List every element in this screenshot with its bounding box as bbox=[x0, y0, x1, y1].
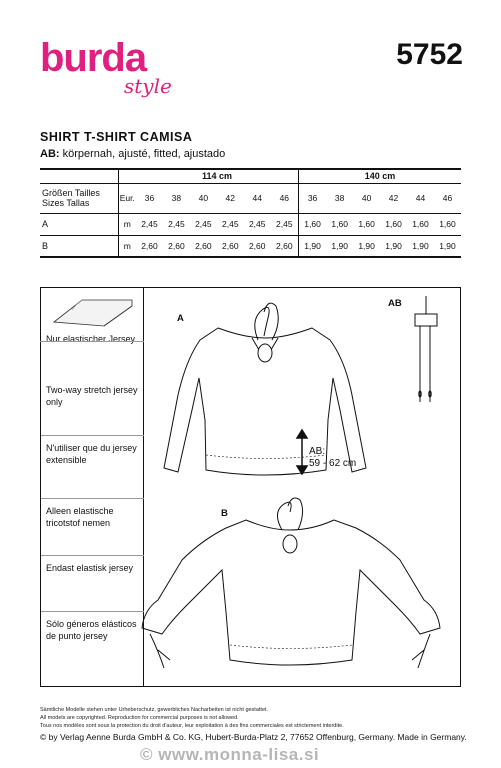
logo-style-text: style bbox=[124, 74, 172, 98]
value-cell: 1,90 bbox=[353, 235, 380, 257]
width-140-header: 140 cm bbox=[298, 169, 461, 183]
size-cell: 42 bbox=[217, 183, 244, 213]
fit-text: körpernah, ajusté, fitted, ajustado bbox=[59, 148, 226, 160]
view-b-drawing bbox=[142, 498, 440, 668]
size-cell: 44 bbox=[407, 183, 434, 213]
value-cell: 1,90 bbox=[407, 235, 434, 257]
row-label-a: A bbox=[40, 213, 118, 235]
fabric-text-sv: Endast elastisk jersey bbox=[41, 556, 144, 612]
twin-needle-icon bbox=[415, 296, 437, 402]
value-cell: 1,60 bbox=[407, 213, 434, 235]
value-cell: 2,45 bbox=[244, 213, 271, 235]
value-cell: 2,45 bbox=[163, 213, 190, 235]
fabric-text-de: Nur elastischer Jersey bbox=[46, 334, 136, 344]
value-cell: 2,60 bbox=[136, 235, 163, 257]
size-cell: 36 bbox=[298, 183, 326, 213]
value-cell: 1,90 bbox=[326, 235, 353, 257]
value-cell: 1,90 bbox=[380, 235, 407, 257]
copyright-line: © by Verlag Aenne Burda GmbH & Co. KG, Hubert-Burda-Platz 2, 77652 Offenburg, Germany. Made in Germany. bbox=[40, 732, 467, 742]
value-cell: 1,60 bbox=[434, 213, 461, 235]
value-cell: 2,60 bbox=[271, 235, 299, 257]
view-b-label: B bbox=[221, 508, 228, 519]
size-cell: 40 bbox=[353, 183, 380, 213]
size-cell: 38 bbox=[326, 183, 353, 213]
logo-burda-text: burda bbox=[40, 36, 147, 80]
garment-title: SHIRT T-SHIRT CAMISA bbox=[40, 130, 193, 144]
length-arrow-icon bbox=[297, 430, 307, 474]
unit-cell: m bbox=[118, 235, 136, 257]
legal-line-de: Sämtliche Modelle stehen unter Urheberschutz, gewerbliches Nacharbeiten ist nicht gestattet. bbox=[40, 707, 269, 713]
value-cell: 1,60 bbox=[326, 213, 353, 235]
watermark: © www.monna-lisa.si bbox=[140, 745, 320, 764]
fabric-text-es: Sólo géneros elásticos de punto jersey bbox=[46, 619, 137, 641]
value-cell: 2,60 bbox=[244, 235, 271, 257]
row-label-b: B bbox=[40, 235, 118, 257]
width-114-header: 114 cm bbox=[136, 169, 298, 183]
size-cell: 44 bbox=[244, 183, 271, 213]
fit-prefix: AB: bbox=[40, 148, 60, 160]
view-ab-label: AB bbox=[388, 298, 402, 309]
length-line1: AB: bbox=[309, 446, 326, 457]
view-a-label: A bbox=[177, 313, 184, 324]
size-cell: 46 bbox=[271, 183, 299, 213]
size-cell: 38 bbox=[163, 183, 190, 213]
legal-line-fr: Tous nos modèles sont sous la protection du droit d'auteur, leur exploitation à des fins commerciales est strictement interdite. bbox=[40, 723, 344, 729]
pattern-number: 5752 bbox=[396, 38, 463, 71]
value-cell: 2,45 bbox=[190, 213, 217, 235]
fabric-text-fr: N'utiliser que du jersey extensible bbox=[41, 436, 144, 499]
value-cell: 2,60 bbox=[217, 235, 244, 257]
value-cell: 2,60 bbox=[190, 235, 217, 257]
fabric-text-en: Two-way stretch jersey only bbox=[41, 378, 144, 436]
value-cell: 2,45 bbox=[217, 213, 244, 235]
value-cell: 1,60 bbox=[353, 213, 380, 235]
value-cell: 1,60 bbox=[298, 213, 326, 235]
value-cell: 1,90 bbox=[434, 235, 461, 257]
fabric-text-nl: Alleen elastische tricotstof nemen bbox=[41, 499, 144, 556]
value-cell: 2,60 bbox=[163, 235, 190, 257]
eur-label: Eur. bbox=[118, 183, 136, 213]
size-cell: 42 bbox=[380, 183, 407, 213]
length-line2: 59 - 62 cm bbox=[309, 458, 357, 469]
legal-notice bbox=[40, 706, 344, 730]
legal-line-en: All models are copyrighted. Reproduction for commercial purposes is not allowed. bbox=[40, 715, 239, 721]
finished-length-label bbox=[309, 446, 356, 470]
value-cell: 1,90 bbox=[298, 235, 326, 257]
unit-cell: m bbox=[118, 213, 136, 235]
value-cell: 2,45 bbox=[136, 213, 163, 235]
value-cell: 1,60 bbox=[380, 213, 407, 235]
size-cell: 40 bbox=[190, 183, 217, 213]
size-cell: 36 bbox=[136, 183, 163, 213]
sizes-label: Größen Tailles Sizes Tallas bbox=[40, 183, 118, 213]
value-cell: 2,45 bbox=[271, 213, 299, 235]
size-cell: 46 bbox=[434, 183, 461, 213]
